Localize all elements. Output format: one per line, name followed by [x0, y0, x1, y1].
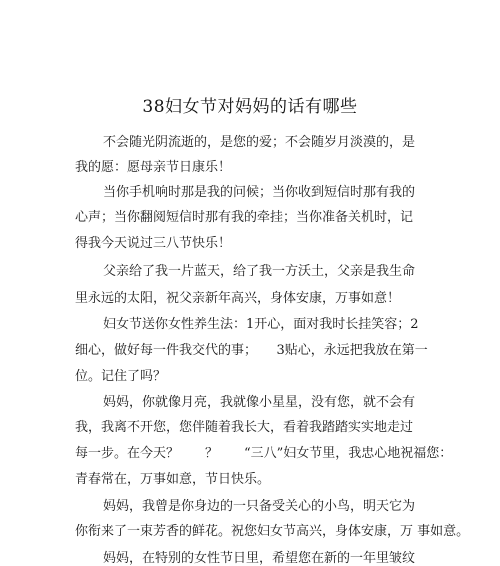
text-line: 不会随光阴流逝的，是您的爱；不会随岁月淡漠的，是	[103, 135, 416, 150]
text-line: 妈妈，我曾是你身边的一只备受关心的小鸟，明天它为	[103, 499, 416, 514]
text-line: 父亲给了我一片蓝天，给了我一方沃土，父亲是我生命	[103, 264, 416, 279]
text-line: 青春常在，万事如意，节日快乐。	[75, 472, 271, 487]
text-line: 里永远的太阳，祝父亲新年高兴，身体安康，万事如意！	[75, 291, 401, 306]
text-line: 细心，做好每一件我交代的事； 3贴心，永远把我放在第一	[75, 343, 428, 358]
text-line: 妈妈，在特别的女性节日里，希望您在新的一年里皱纹	[103, 551, 416, 566]
text-line: 位。记住了吗？	[75, 369, 167, 384]
text-line: 当你手机响时那是我的问候；当你收到短信时那有我的	[103, 185, 416, 200]
text-line: 每一步。在今天？ ？ “三八”妇女节里，我忠心地祝福您：	[75, 446, 453, 461]
text-line: 心声；当你翻阅短信时那有我的牵挂；当你准备关机时，记	[75, 210, 414, 225]
text-line: 我，我离不开您，您伴随着我长大，看着我踏踏实实地走过	[75, 420, 414, 435]
document-title: 38妇女节对妈妈的话有哪些	[142, 97, 358, 117]
text-line: 我的愿：愿母亲节日康乐！	[75, 160, 232, 175]
text-line: 妈妈，你就像月亮，我就像小星星，没有您，就不会有	[103, 395, 416, 410]
text-line: 得我今天说过三八节快乐！	[75, 236, 232, 251]
text-line: 你衔来了一束芳香的鲜花。祝您妇女节高兴，身体安康，万 事如意。	[75, 524, 470, 539]
text-line: 妇女节送你女性养生法：1开心，面对我时长挂笑容；2	[103, 317, 419, 332]
